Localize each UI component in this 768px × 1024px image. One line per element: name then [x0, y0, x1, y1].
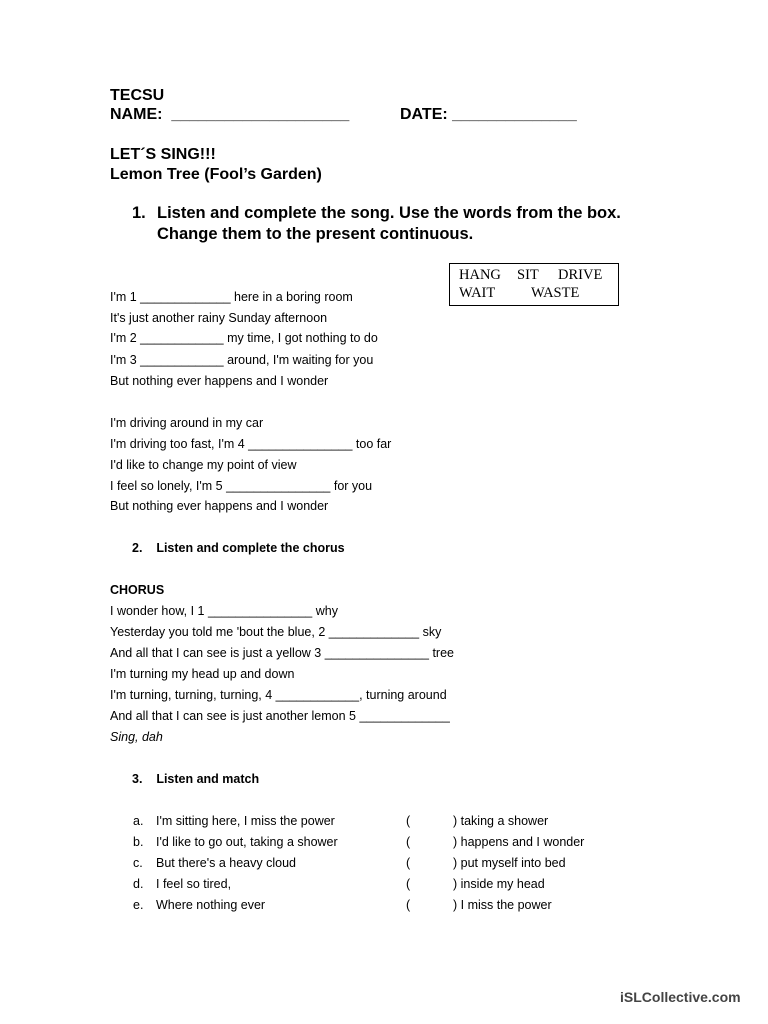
match-letter: c.: [133, 856, 143, 870]
date-line: DATE: ______________: [400, 106, 577, 123]
match-paren: (: [406, 877, 411, 891]
match-letter: d.: [133, 877, 144, 891]
verse2-line: I'm driving around in my car: [110, 416, 264, 430]
verse2-line: I'm driving too fast, I'm 4 _______________ too far: [110, 437, 392, 451]
school-name: TECSU: [110, 87, 165, 104]
match-letter: a.: [133, 814, 144, 828]
match-right: ) inside my head: [453, 877, 545, 891]
match-right: ) put myself into bed: [453, 856, 566, 870]
word-drive: DRIVE: [558, 267, 603, 283]
word-wait: WAIT: [459, 285, 496, 301]
match-left: I feel so tired,: [156, 877, 232, 891]
match-left: But there's a heavy cloud: [156, 856, 296, 870]
match-left: I'd like to go out, taking a shower: [156, 835, 338, 849]
exercise1-instruction: Listen and complete the song. Use the words from the box. Change them to the present continuous.: [157, 204, 621, 243]
verse1-line: I'm 3 ____________ around, I'm waiting for you: [110, 353, 374, 367]
chorus-line: And all that I can see is just another lemon 5 _____________: [110, 709, 450, 723]
exercise1-number: 1.: [132, 204, 146, 222]
chorus-label: CHORUS: [110, 583, 165, 597]
verse2-line: I'd like to change my point of view: [110, 458, 297, 472]
match-letter: b.: [133, 835, 144, 849]
song-title: Lemon Tree (Fool’s Garden): [110, 166, 322, 183]
word-box: [449, 263, 619, 306]
verse1-line: It's just another rainy Sunday afternoon: [110, 311, 328, 325]
chorus-ending: Sing, dah: [110, 730, 163, 744]
word-waste: WASTE: [531, 285, 580, 301]
chorus-line: I wonder how, I 1 _______________ why: [110, 604, 338, 618]
chorus-line: I'm turning my head up and down: [110, 667, 295, 681]
verse1-line: I'm 1 _____________ here in a boring room: [110, 290, 353, 304]
chorus-line: And all that I can see is just a yellow 3 _______________ tree: [110, 646, 454, 660]
match-letter: e.: [133, 898, 144, 912]
match-paren: (: [406, 898, 411, 912]
match-paren: (: [406, 814, 411, 828]
verse2-line: But nothing ever happens and I wonder: [110, 499, 329, 513]
chorus-line: I'm turning, turning, turning, 4 ____________, turning around: [110, 688, 447, 702]
verse1-line: But nothing ever happens and I wonder: [110, 374, 329, 388]
match-paren: (: [406, 835, 411, 849]
match-left: I'm sitting here, I miss the power: [156, 814, 335, 828]
match-left: Where nothing ever: [156, 898, 266, 912]
match-right: ) happens and I wonder: [453, 835, 585, 849]
match-paren: (: [406, 856, 411, 870]
name-line: NAME: ____________________: [110, 106, 350, 123]
verse2-line: I feel so lonely, I'm 5 _______________ for you: [110, 479, 373, 493]
word-hang: HANG: [459, 267, 501, 283]
lets-sing-title: LET´S SING!!!: [110, 146, 216, 163]
word-sit: SIT: [517, 267, 539, 283]
verse1-line: I'm 2 ____________ my time, I got nothing to do: [110, 331, 378, 345]
exercise2-heading: 2. Listen and complete the chorus: [132, 541, 345, 555]
match-right: ) taking a shower: [453, 814, 549, 828]
watermark: iSLCollective.com: [620, 989, 741, 1005]
match-right: ) I miss the power: [453, 898, 552, 912]
chorus-line: Yesterday you told me 'bout the blue, 2 _____________ sky: [110, 625, 442, 639]
exercise3-heading: 3. Listen and match: [132, 772, 260, 786]
